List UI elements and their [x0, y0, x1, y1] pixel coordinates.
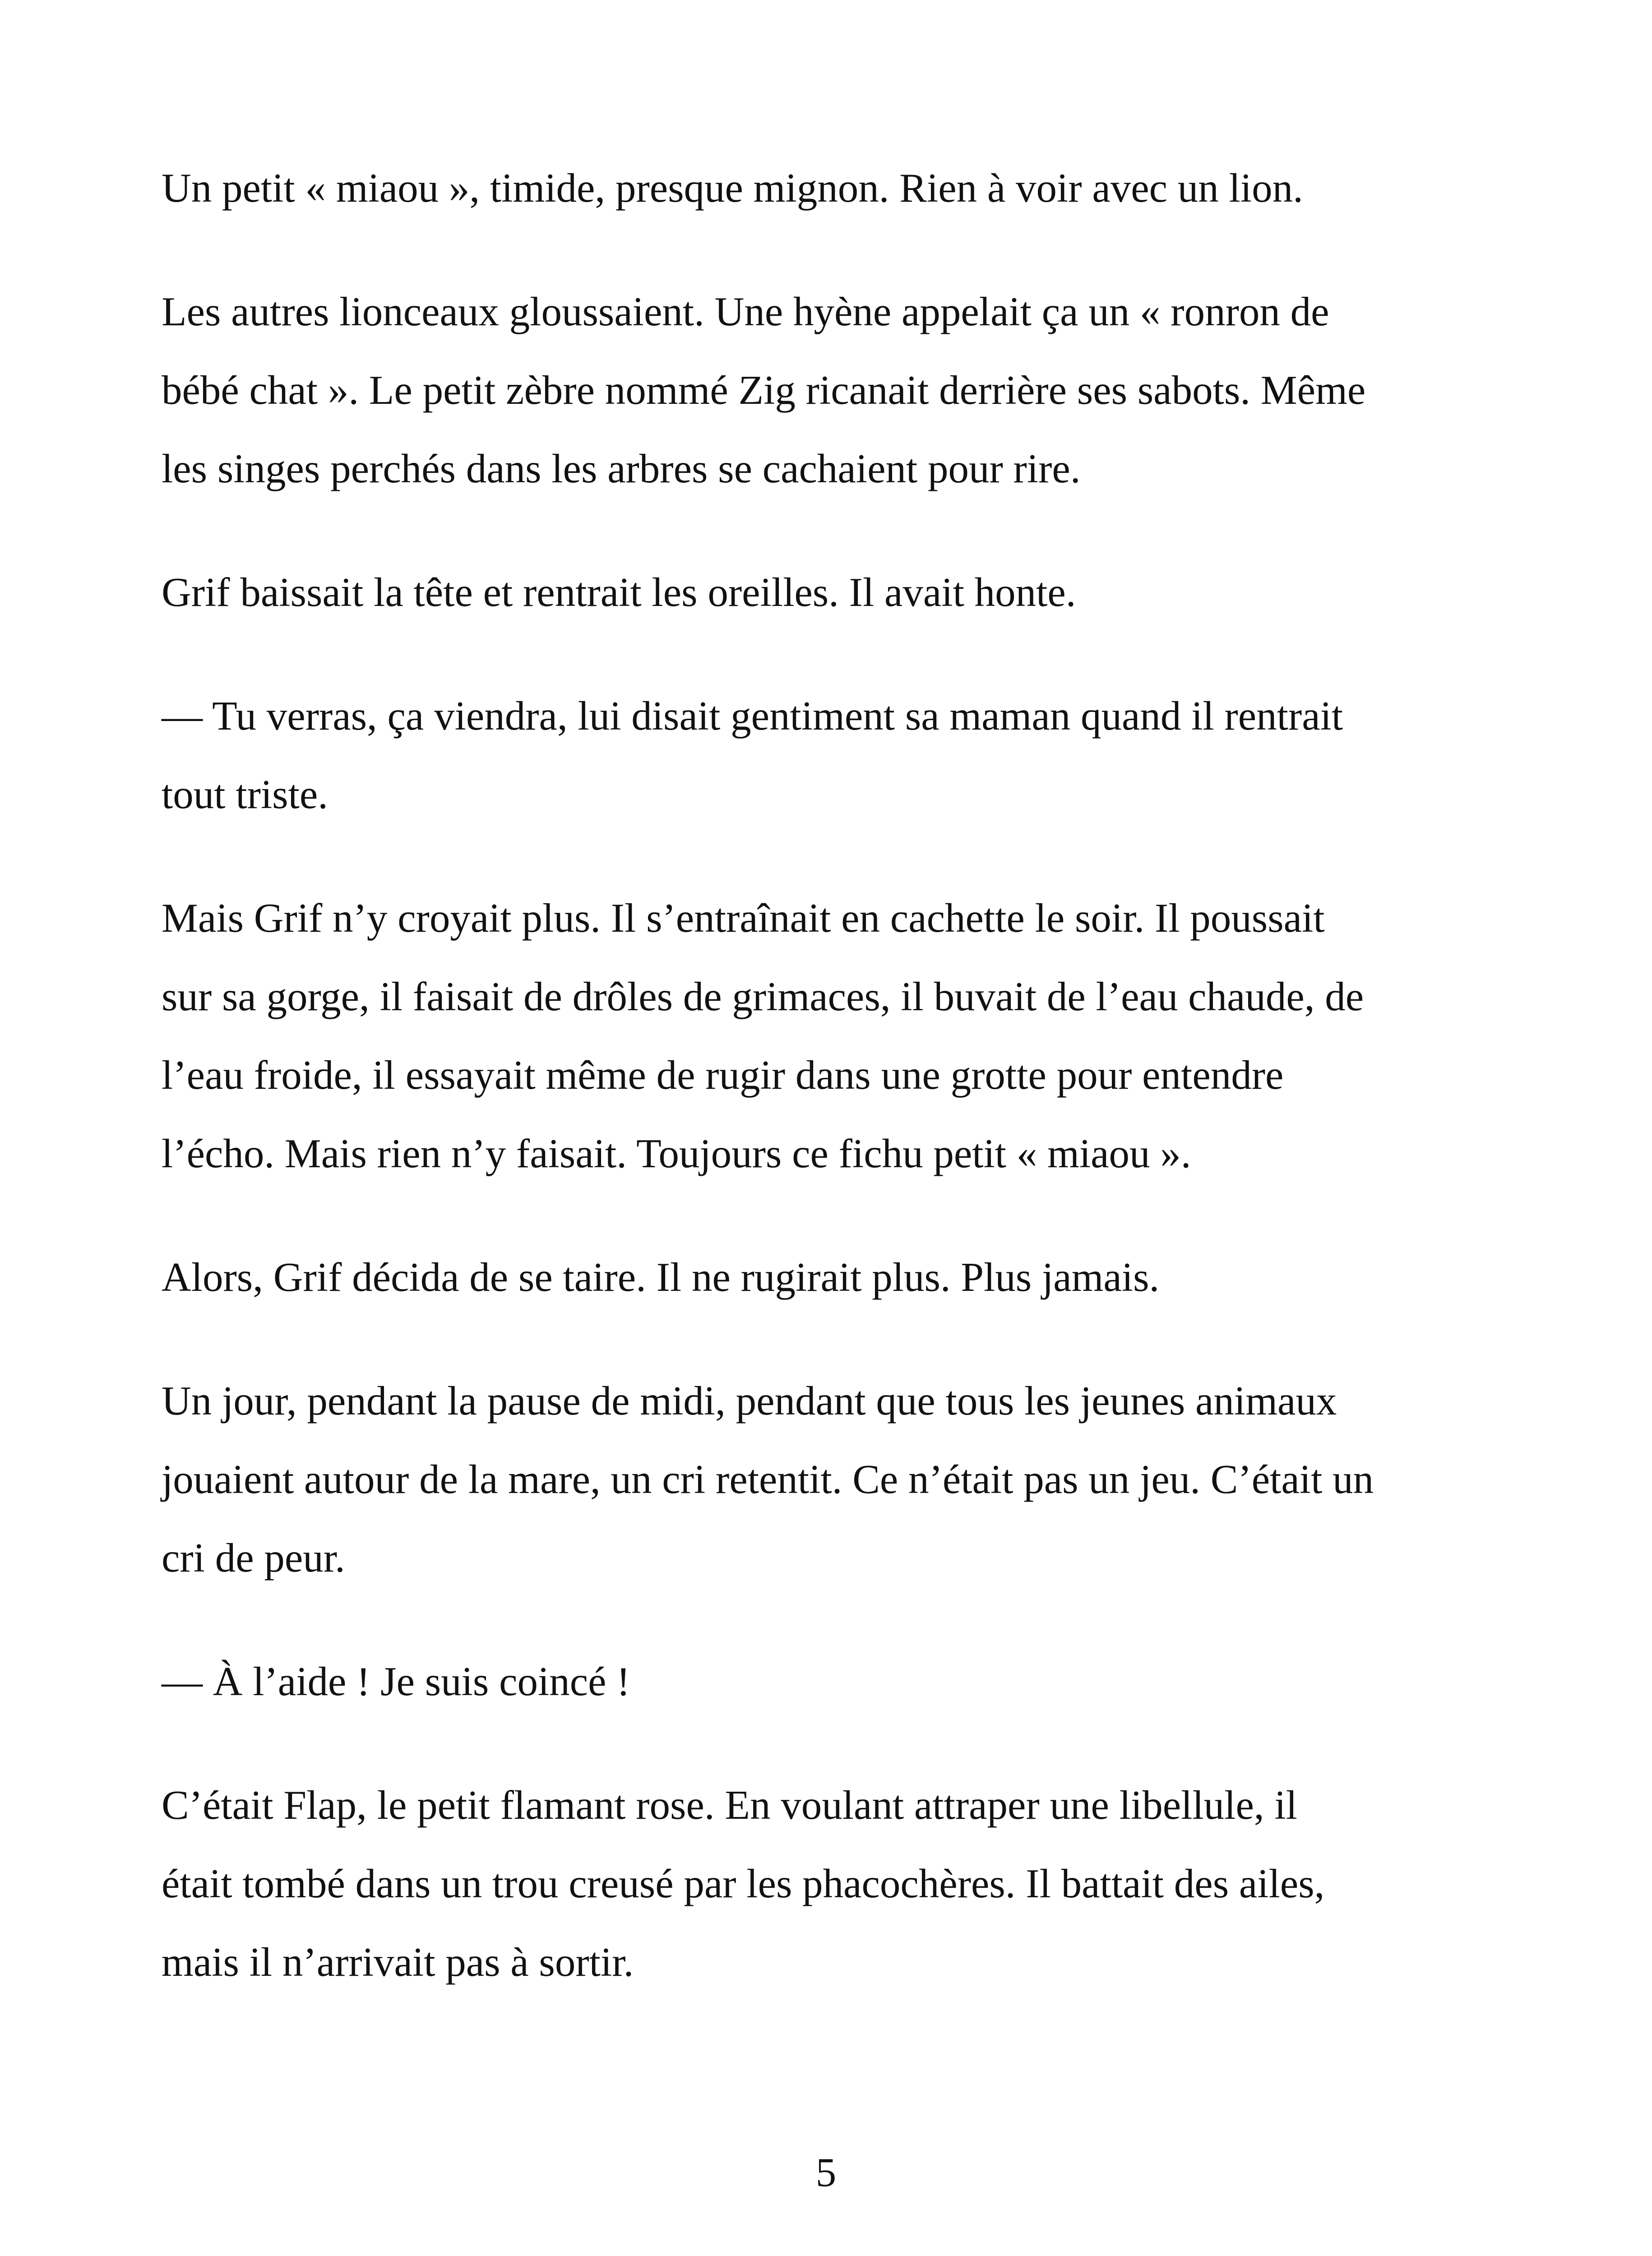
- text-line: tout triste.: [162, 772, 329, 817]
- text-line: mais il n’arrivait pas à sortir.: [162, 1939, 634, 1985]
- text-line: l’eau froide, il essayait même de rugir dans une grotte pour entendre: [162, 1052, 1284, 1098]
- text-line: jouaient autour de la mare, un cri retentit. Ce n’était pas un jeu. C’était un: [162, 1456, 1374, 1502]
- text-line: sur sa gorge, il faisait de drôles de grimaces, il buvait de l’eau chaude, de: [162, 974, 1364, 1019]
- text-line: — Tu verras, ça viendra, lui disait gentiment sa maman quand il rentrait: [162, 693, 1343, 739]
- page-number: 5: [815, 2150, 837, 2195]
- text-line: C’était Flap, le petit flamant rose. En voulant attraper une libellule, il: [162, 1782, 1297, 1828]
- paragraph: [162, 1362, 1515, 1597]
- text-line: Un jour, pendant la pause de midi, pendant que tous les jeunes animaux: [162, 1378, 1337, 1424]
- text-line: Les autres lionceaux gloussaient. Une hyène appelait ça un « ronron de: [162, 289, 1329, 334]
- paragraph: [162, 677, 1515, 834]
- paragraph: [162, 1642, 1515, 1721]
- text-line: bébé chat ». Le petit zèbre nommé Zig ricanait derrière ses sabots. Même: [162, 367, 1366, 413]
- paragraph: [162, 879, 1515, 1193]
- paragraph: [162, 1766, 1515, 2002]
- paragraph: [162, 1238, 1515, 1317]
- text-line: Un petit « miaou », timide, presque mignon. Rien à voir avec un lion.: [162, 165, 1303, 211]
- text-line: était tombé dans un trou creusé par les phacochères. Il battait des ailes,: [162, 1861, 1325, 1906]
- text-line: Mais Grif n’y croyait plus. Il s’entraînait en cachette le soir. Il poussait: [162, 895, 1325, 941]
- text-line: cri de peur.: [162, 1535, 345, 1581]
- text-line: l’écho. Mais rien n’y faisait. Toujours ce fichu petit « miaou ».: [162, 1131, 1191, 1176]
- text-line: Grif baissait la tête et rentrait les oreilles. Il avait honte.: [162, 569, 1076, 615]
- text-line: les singes perchés dans les arbres se cachaient pour rire.: [162, 446, 1081, 491]
- paragraph: [162, 273, 1515, 508]
- paragraph: [162, 149, 1515, 227]
- paragraph: [162, 553, 1515, 632]
- body-text: [162, 149, 1515, 2047]
- text-line: Alors, Grif décida de se taire. Il ne rugirait plus. Plus jamais.: [162, 1254, 1160, 1300]
- text-line: — À l’aide ! Je suis coincé !: [162, 1659, 630, 1704]
